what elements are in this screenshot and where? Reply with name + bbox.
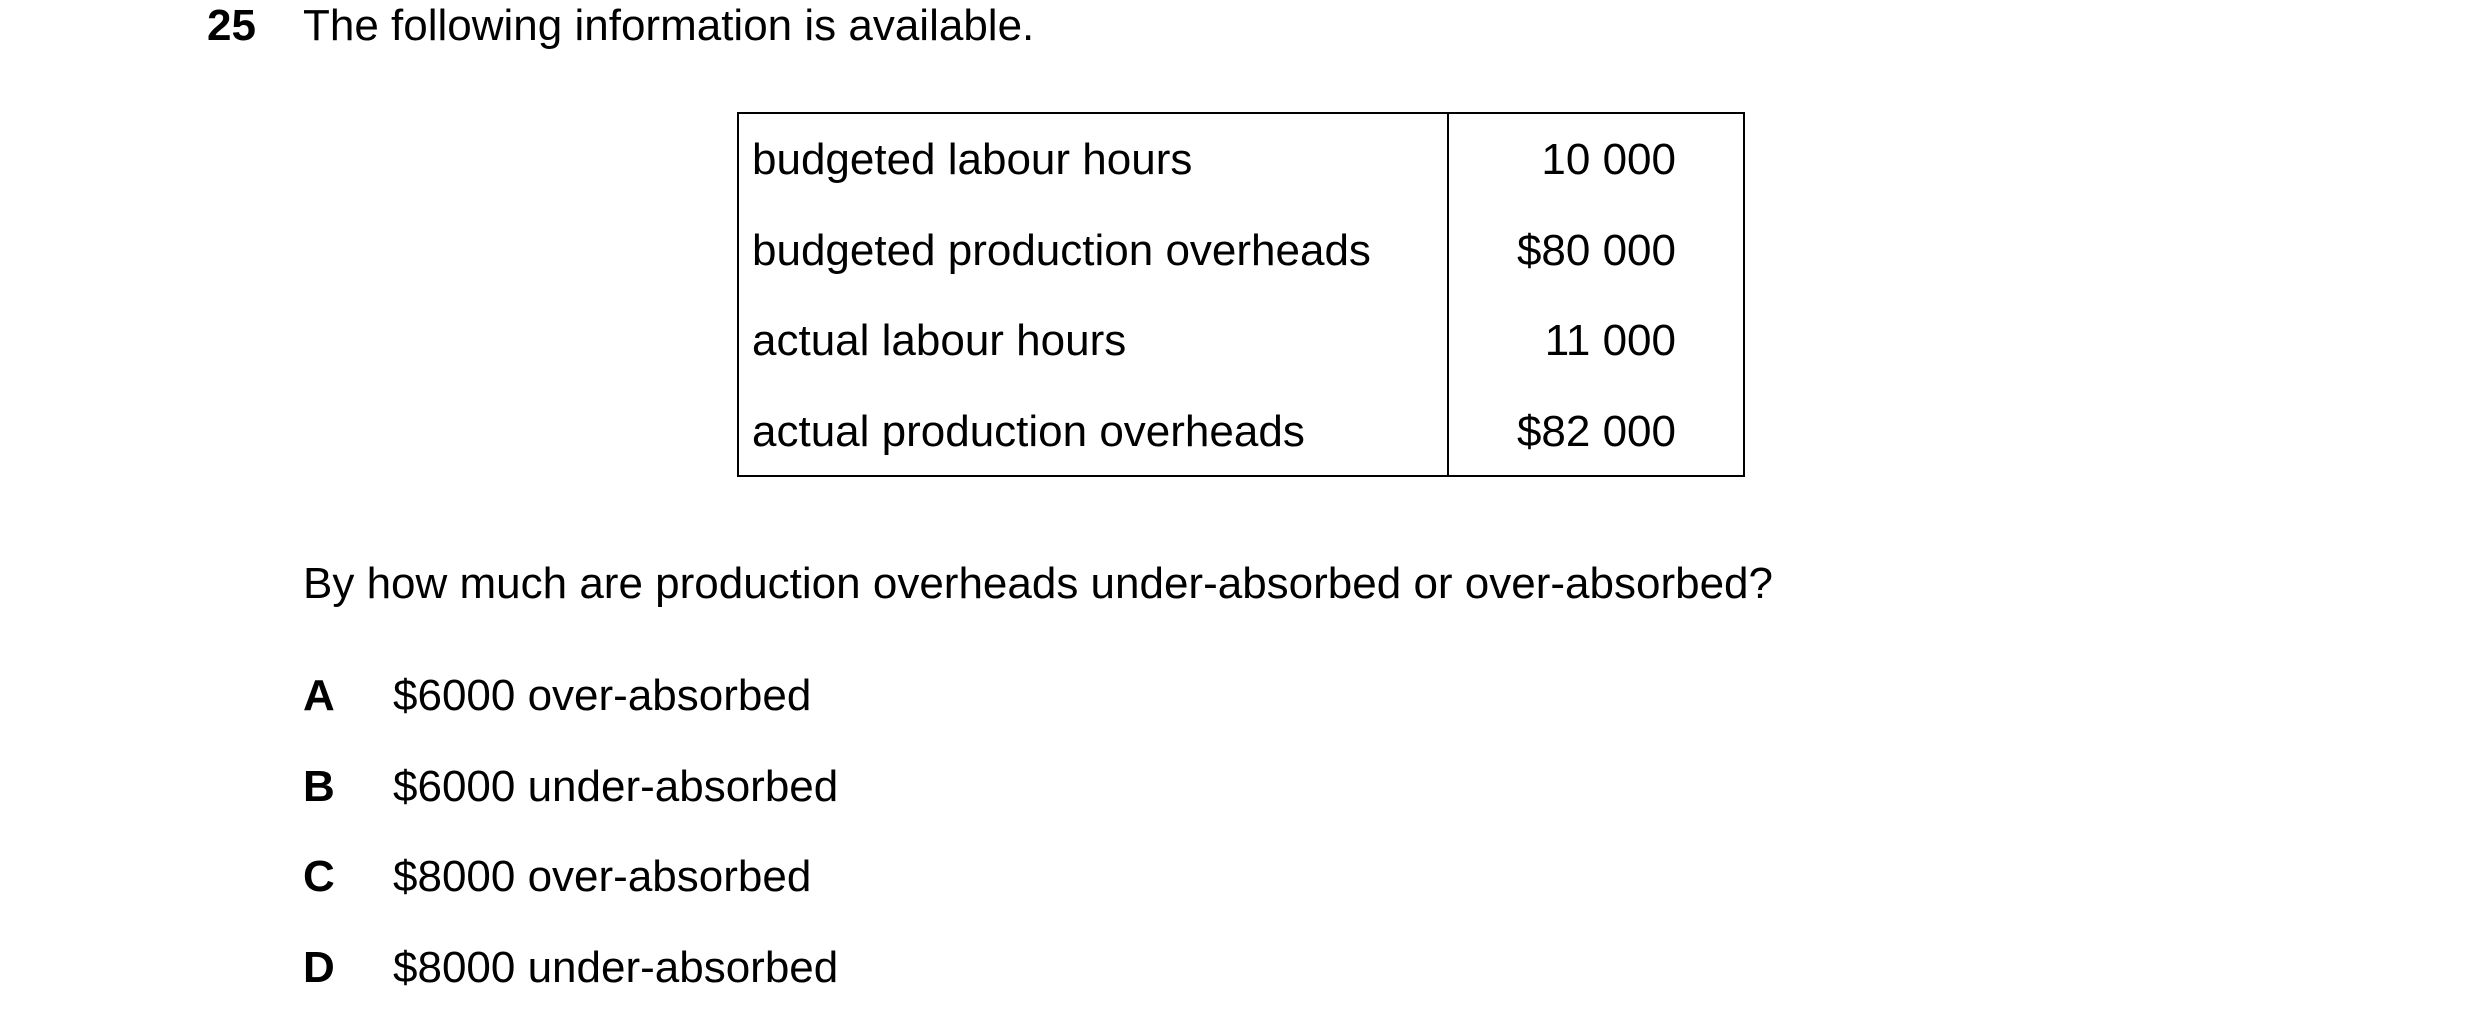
table-value-budgeted-production-overheads: $80 000 <box>1449 225 1743 316</box>
option-c-text: $8000 over-absorbed <box>393 851 811 942</box>
answer-options <box>303 670 838 1032</box>
question-prompt: By how much are production overheads under-absorbed or over-absorbed? <box>303 558 1773 610</box>
option-d[interactable] <box>303 942 838 1032</box>
question-number: 25 <box>207 0 256 52</box>
option-d-text: $8000 under-absorbed <box>393 942 838 1032</box>
option-c-letter: C <box>303 851 393 942</box>
option-b[interactable] <box>303 761 838 852</box>
option-a-text: $6000 over-absorbed <box>393 670 811 761</box>
table-label-actual-production-overheads: actual production overheads <box>739 406 1447 497</box>
table-value-column <box>1449 114 1743 475</box>
table-label-actual-labour-hours: actual labour hours <box>739 315 1447 406</box>
option-a-letter: A <box>303 670 393 761</box>
table-value-actual-production-overheads: $82 000 <box>1449 406 1743 497</box>
option-b-letter: B <box>303 761 393 852</box>
option-a[interactable] <box>303 670 838 761</box>
table-value-budgeted-labour-hours: 10 000 <box>1449 134 1743 225</box>
table-label-column <box>739 114 1449 475</box>
information-table <box>737 112 1745 477</box>
option-d-letter: D <box>303 942 393 1032</box>
question-intro: The following information is available. <box>303 0 1034 52</box>
option-b-text: $6000 under-absorbed <box>393 761 838 852</box>
table-value-actual-labour-hours: 11 000 <box>1449 315 1743 406</box>
table-label-budgeted-labour-hours: budgeted labour hours <box>739 134 1447 225</box>
table-label-budgeted-production-overheads: budgeted production overheads <box>739 225 1447 316</box>
option-c[interactable] <box>303 851 838 942</box>
